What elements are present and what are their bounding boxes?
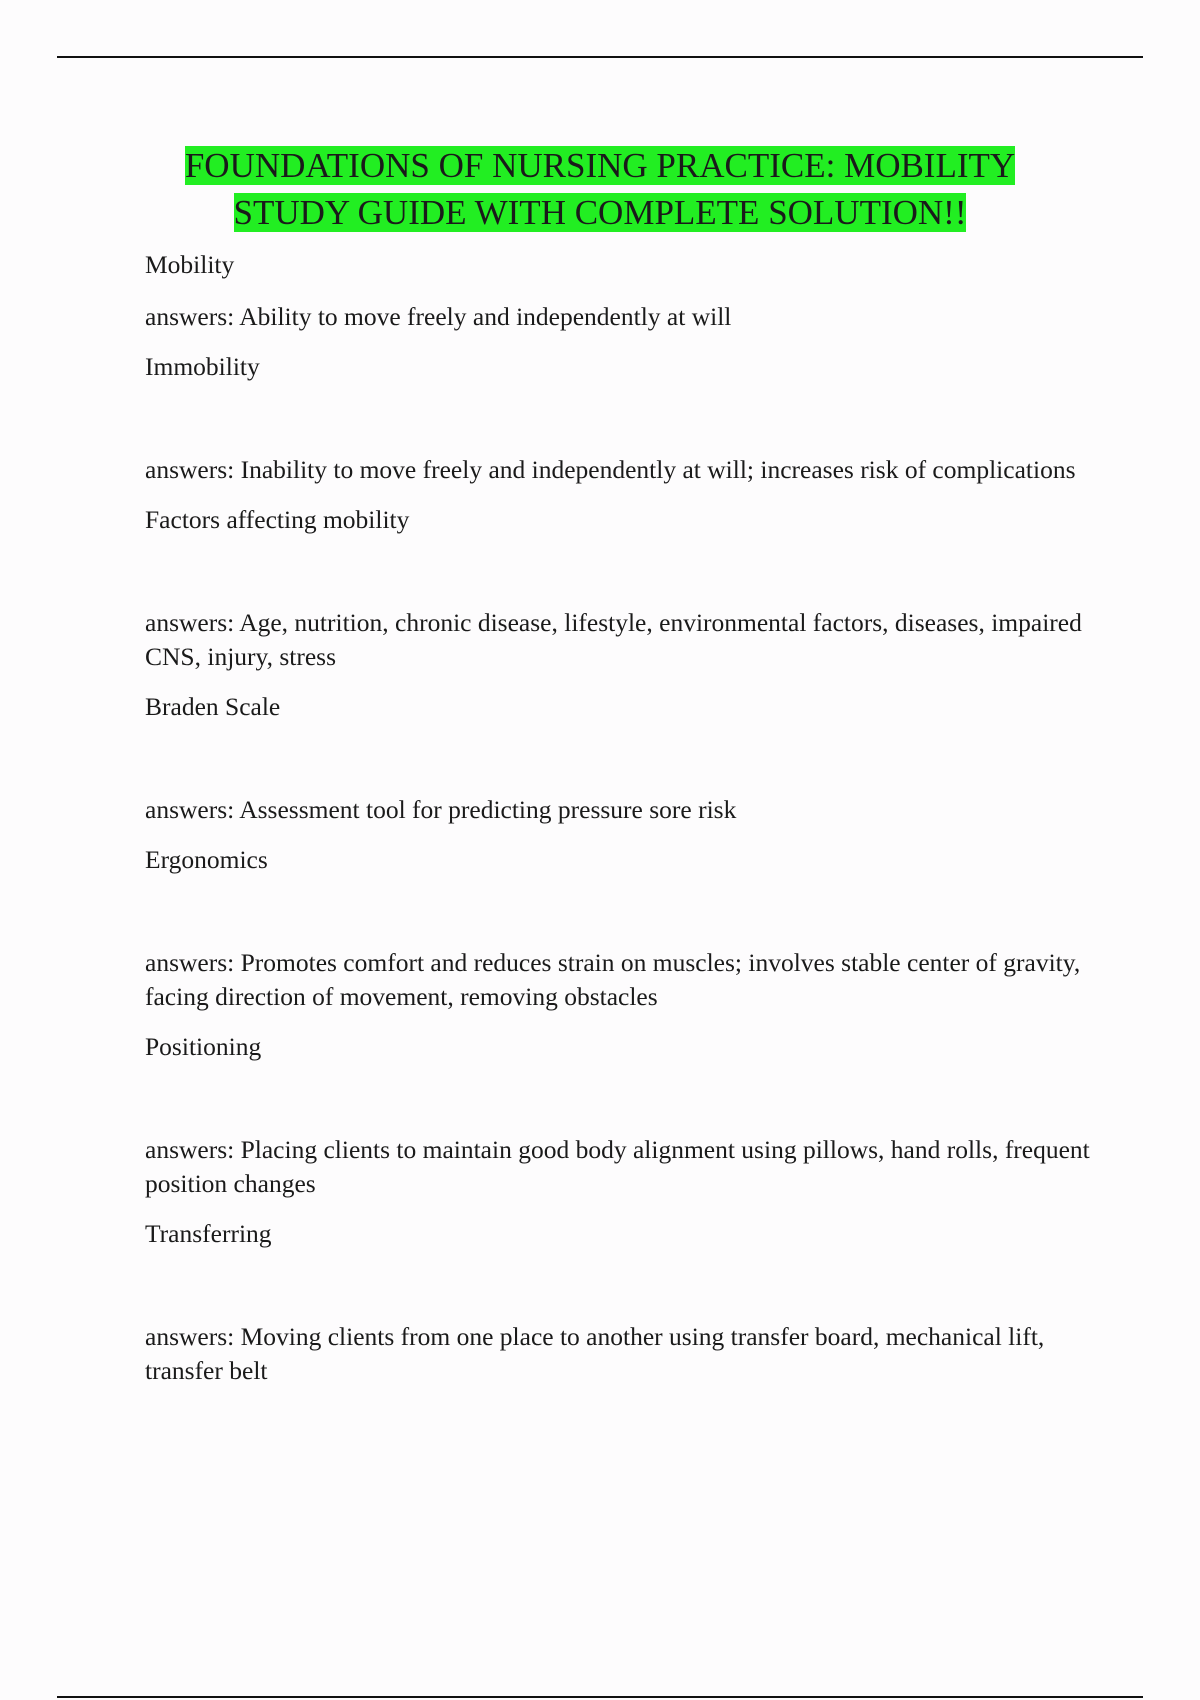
qa-item-ergonomics (145, 843, 1090, 1014)
qa-item-factors-affecting-mobility (145, 503, 1090, 674)
answer: answers: Moving clients from one place to another using transfer board, mechanical lift, transfer belt (145, 1322, 1045, 1385)
term: Mobility (145, 250, 235, 279)
term: Braden Scale (145, 692, 281, 721)
term: Positioning (145, 1032, 262, 1061)
answer: answers: Ability to move freely and independently at will (145, 302, 732, 331)
top-rule (57, 56, 1143, 58)
study-guide-content (145, 248, 1090, 1388)
term: Factors affecting mobility (145, 505, 410, 534)
qa-item-transferring (145, 1217, 1090, 1388)
qa-item-positioning (145, 1030, 1090, 1201)
title-line-2: STUDY GUIDE WITH COMPLETE SOLUTION!! (233, 193, 967, 232)
qa-item-braden-scale (145, 690, 1090, 827)
answer: answers: Assessment tool for predicting pressure sore risk (145, 795, 737, 824)
answer: answers: Inability to move freely and independently at will; increases risk of complications (145, 455, 1076, 484)
title-line-1: FOUNDATIONS OF NURSING PRACTICE: MOBILITY (184, 146, 1016, 185)
term: Immobility (145, 352, 260, 381)
term: Ergonomics (145, 845, 268, 874)
answer: answers: Placing clients to maintain good body alignment using pillows, hand rolls, frequent position changes (145, 1135, 1090, 1198)
document-title (100, 142, 1100, 236)
answer: answers: Age, nutrition, chronic disease, lifestyle, environmental factors, diseases, impaired CNS, injury, stress (145, 608, 1082, 671)
answer: answers: Promotes comfort and reduces strain on muscles; involves stable center of gravity, facing direction of movement, removing obstacles (145, 948, 1081, 1011)
qa-item-immobility (145, 350, 1090, 487)
term: Transferring (145, 1219, 272, 1248)
bottom-rule (57, 1696, 1143, 1698)
qa-item-mobility (145, 248, 1090, 334)
